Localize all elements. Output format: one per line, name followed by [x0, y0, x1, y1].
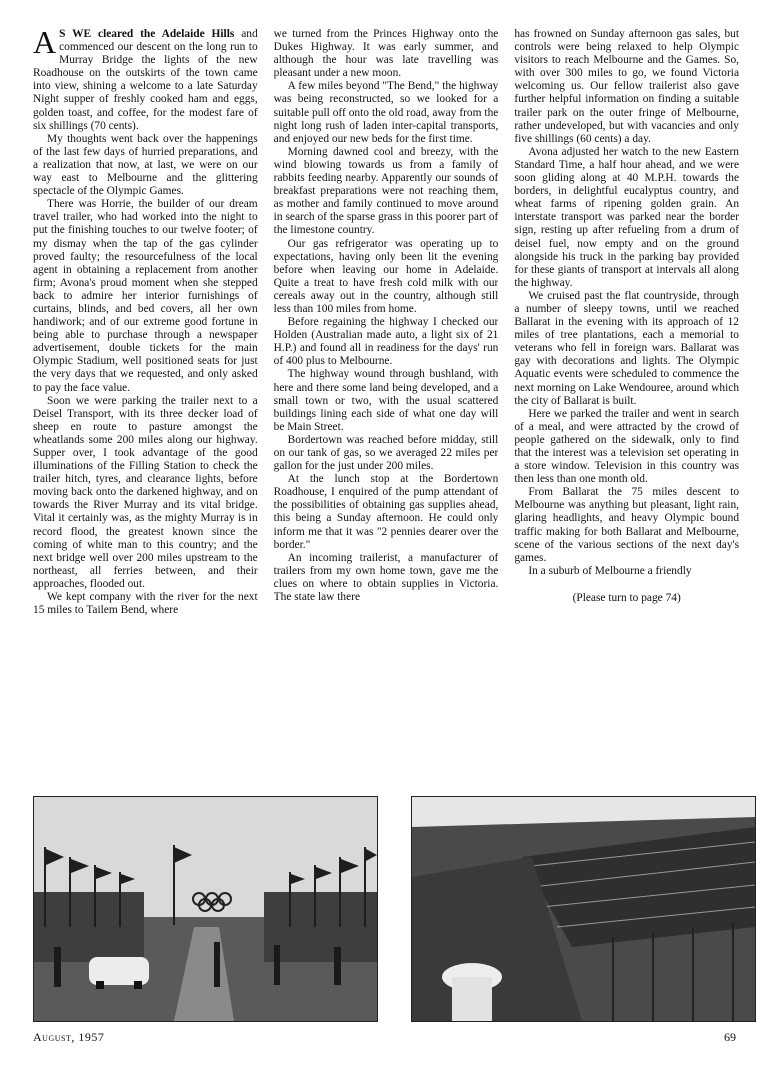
paragraph-text: and commenced our descent on the long run to Murray Bridge the lights of the new Roadhouse on the outskirts of the town came into view, shining a welcome to a late Saturday Night supper of freshly cooked ham and eggs, golden toast, and coffee, for the modest fare of six shillings (70 cents).: [33, 28, 258, 132]
lead-in: S WE cleared the Adelaide Hills: [59, 28, 235, 40]
photo-olympic-flags-avenue: [33, 796, 378, 1022]
photo-olympic-stadium-crowd: [411, 796, 756, 1022]
paragraph: An incoming trailerist, a manufacturer of trailers from my own home town, gave me the clues on where to obtain supplies in Victoria. The state law there: [273, 551, 499, 604]
article-column-2: [274, 28, 499, 698]
paragraph: Our gas refrigerator was operating up to expectations, having only been lit the evening before when leaving our home in Adelaide. Quite a treat to have fresh cold milk with our cereals away out in the country, although still less than 100 miles from home.: [273, 237, 499, 315]
drop-cap: A: [33, 28, 57, 60]
paragraph: From Ballarat the 75 miles descent to Melbourne was anything but pleasant, light rain, glaring headlights, and heavy Olympic bound traffic making for both Ballarat and Melbourne, scene of the various sections of the next day's games.: [514, 486, 740, 564]
paragraph: We kept company with the river for the next 15 miles to Tailem Bend, where: [33, 591, 258, 617]
paragraph: At the lunch stop at the Bordertown Roadhouse, I enquired of the pump attendant of the possibilities of obtaining gas supplies ahead, this being a Sunday afternoon. He could only inform me that it was "2 pennies dearer over the border.": [273, 473, 499, 551]
article-column-3: [514, 28, 739, 698]
issue-date: August, 1957: [33, 1030, 105, 1044]
paragraph: has frowned on Sunday afternoon gas sales, but controls were being relaxed to help Olympic visitors to reach Melbourne and the Games. So, with over 300 miles to go, we found Victoria welcoming us. Our fellow trailerist also gave further helpful information on finding a suitable trailer park on the outer fringe of Melbourne, rather undeveloped, but with vacancies and only five shillings (60 cents) a day.: [514, 28, 740, 145]
article-body: [33, 28, 739, 698]
paragraph: we turned from the Princes Highway onto the Dukes Highway. It was early summer, and although the hour was late travelling was pleasant under a new moon.: [273, 28, 499, 80]
paragraph: There was Horrie, the builder of our dream travel trailer, who had worked into the night to put the finishing touches to our twelve footer; of my dismay when the tap of the gas cylinder proved faulty; the resourcefulness of the local agent in obtaining a replacement from another firm; Avona's proud moment when she stepped back to admire her interior furnishings of curtains, blinds, and bed covers, all her own handiwork; and of our extreme good fortune in being able to purchase through a newspaper advertisement, double tickets for the main Olympic Stadium, well positioned seats for just the very days that we requested, and only asked to pay the face value.: [33, 198, 258, 394]
paragraph: Here we parked the trailer and went in search of a meal, and were attracted by the crowd of people gathered on the sidewalk, only to find that the interest was a television set operating in a store window. Television in this country was then less than one month old.: [514, 407, 740, 486]
paragraph: [33, 28, 258, 133]
paragraph: In a suburb of Melbourne a friendly: [528, 564, 692, 577]
paragraph: Morning dawned cool and breezy, with the wind blowing towards us from a family of rabbits feeding nearby. Apparently our sounds of breakfast preparations were not reaching them, as mother and family continued to move around in search of the sparse grass in this poorer part of the limestone country.: [273, 145, 499, 237]
paragraph: Avona adjusted her watch to the new Eastern Standard Time, a half hour ahead, and we were soon gliding along at 40 M.P.H. towards the borders, in delightful eucalyptus country, and wheat farms of ripening golden grain. An interstate transport was parked near the border sign, resting up after refueling from a drum of deisel fuel, now empty and on the ground alongside his truck in the parking bay provided for these giants of transport at intervals all along the highway.: [514, 145, 740, 289]
paragraph: A few miles beyond "The Bend," the highway was being reconstructed, so we looked for a suitable pull off onto the old road, away from the night long rush of laden inter-capital transports, and enjoyed our new beds for the first time.: [273, 80, 499, 145]
paragraph: Before regaining the highway I checked our Holden (Australian made auto, a light six of 21 H.P.) and found all in readiness for the days' run of 400 plus to Melbourne.: [273, 316, 499, 368]
continued-note: (Please turn to page 74): [572, 591, 681, 604]
page-number: 69: [724, 1030, 736, 1044]
article-column-1: [33, 28, 258, 698]
paragraph: The highway wound through bushland, with here and there some land being developed, and a small town or two, with the usual scattered buildings lining each side of what one day will be Main Street.: [273, 368, 499, 433]
paragraph: Bordertown was reached before midday, still on our tank of gas, so we averaged 22 miles per gallon for the just under 200 miles.: [273, 433, 499, 473]
paragraph: Soon we were parking the trailer next to a Deisel Transport, with its three decker load of sheep en route to pasture amongst the wheatlands some 200 miles along our highway. Supper over, I took advantage of the good illuminations of the Filling Station to check the trailer hitch, tyres, and clearance lights, before moving back onto the darkened highway, and on towards the River Murray and its vital bridge. Vital it certainly was, as the mighty Murray is in record flood, the greatest known since the coming of white man to this country; and the next bridge well over 200 miles upstream to the northeast, all ferries between, and their approaches, flooded out.: [33, 394, 258, 590]
paragraph: We cruised past the flat countryside, through a number of sleepy towns, until we reached Ballarat in the evening with its approach of 12 miles of tree plantations, each a memorial to veterans who fell in foreign wars. Ballarat was gay with decorations and lights. The Olympic Aquatic events were scheduled to commence the next morning on Lake Wendouree, around which the city of Ballarat is built.: [514, 289, 740, 407]
paragraph: My thoughts went back over the happenings of the last few days of hurried preparations, and a realization that now, at last, we were on our way east to Melbourne and the glittering spectacle of the Olympic Games.: [33, 132, 258, 198]
